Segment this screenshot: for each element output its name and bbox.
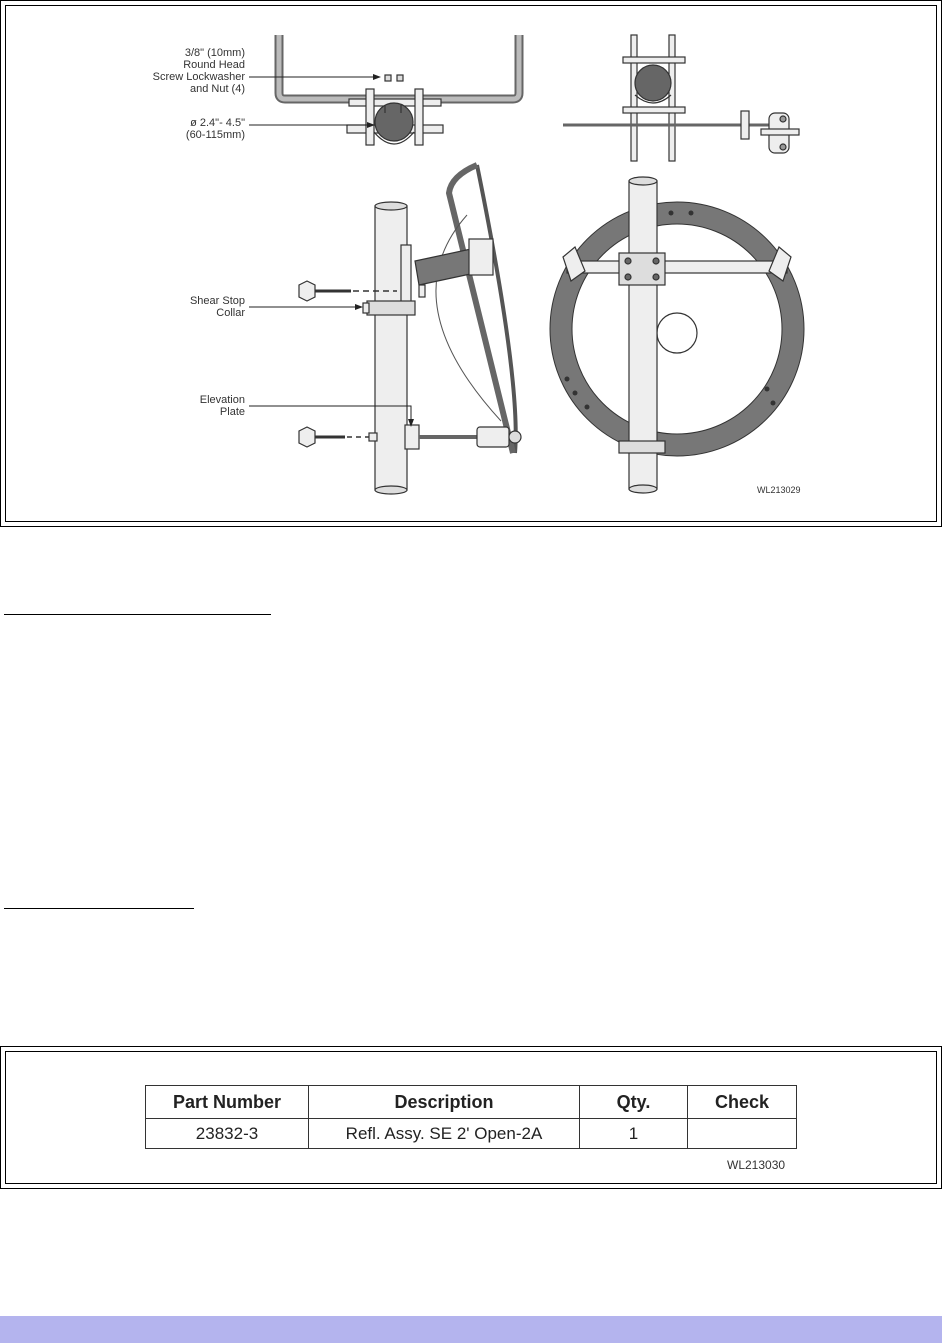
screw-label-line1: 3/8" (10mm) [184,47,245,59]
section-rule-1 [4,614,271,615]
side-view-assembly [299,165,521,494]
shear-arrowhead [355,304,363,310]
cell-check[interactable] [688,1119,797,1149]
header-check: Check [688,1086,797,1119]
shear-stop-label [190,295,245,319]
diameter-label-line2: (60-115mm) [185,129,245,141]
elev-label-line1: Elevation [199,394,245,406]
side-mount-top-view [563,35,799,161]
figure-code: WL213029 [757,485,801,495]
figure-mounting-diagram [0,0,942,527]
screw-label-line3: Screw Lockwasher [152,71,245,83]
shear-label-line2: Collar [216,307,245,319]
header-qty: Qty. [580,1086,688,1119]
parts-figure-code: WL213030 [727,1158,786,1172]
shear-label-line1: Shear Stop [189,295,245,307]
cell-qty: 1 [580,1119,688,1149]
header-part-number: Part Number [146,1086,309,1119]
footer-bar [0,1316,942,1343]
screw-label [153,47,246,95]
section-rule-2 [4,908,194,909]
parts-table [145,1085,797,1149]
elev-label-line2: Plate [219,406,245,418]
diameter-label [186,117,245,141]
elevation-plate-label [200,394,245,418]
screw-label-line4: and Nut (4) [189,83,245,95]
front-view-ring [550,177,804,493]
lower-bolt [299,425,521,449]
top-bracket-view [279,35,519,145]
mounting-illustration [1,1,942,528]
screw-label-line2: Round Head [183,59,245,71]
table-row [146,1119,797,1149]
screw-arrowhead [373,74,381,80]
diameter-label-line1: ø 2.4"- 4.5" [190,117,245,129]
cell-description: Refl. Assy. SE 2' Open-2A [309,1119,580,1149]
header-description: Description [309,1086,580,1119]
parts-table-header-row [146,1086,797,1119]
cell-part-number: 23832-3 [146,1119,309,1149]
